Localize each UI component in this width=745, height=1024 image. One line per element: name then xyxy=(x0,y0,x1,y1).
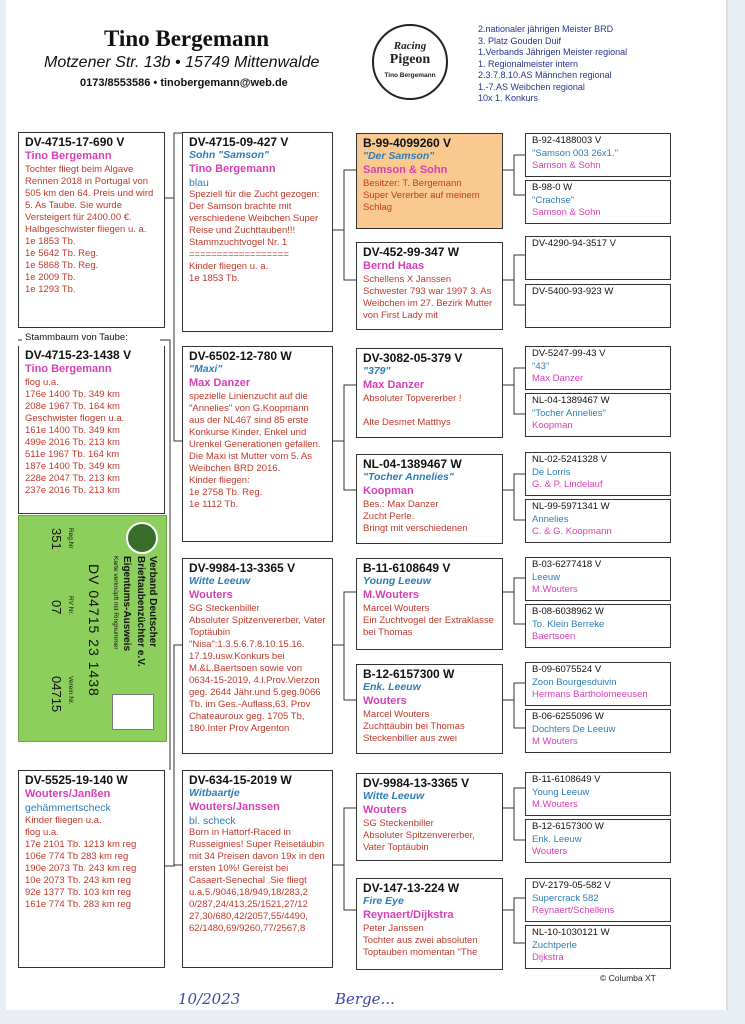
owner-name: M Wouters xyxy=(532,736,578,747)
ring-number: B-92-4188003 V xyxy=(532,135,602,146)
pigeon-card-gen4-10[interactable] xyxy=(525,604,671,648)
pigeon-nickname: "Tocher Annelies" xyxy=(532,407,606,419)
pigeon-card-gen3-6[interactable] xyxy=(356,664,503,754)
pigeon-nickname: Enk. Leeuw xyxy=(532,833,582,845)
pigeon-card-gen4-9[interactable] xyxy=(525,557,671,601)
pigeon-nickname: De Lorris xyxy=(532,466,571,478)
achievement-item: 3. Platz Gouden Duif xyxy=(478,35,562,46)
pigeon-card-gen3-2[interactable] xyxy=(356,242,503,330)
ring-number: DV-5400-93-923 W xyxy=(532,286,614,297)
pigeon-nickname: Witte Leeuw xyxy=(363,790,425,802)
ring-number: B-12-6157300 W xyxy=(363,667,455,681)
achievement-item: 2.3.7.8.10.AS Männchen regional xyxy=(478,70,612,80)
owner-name: M.Wouters xyxy=(532,799,578,810)
ring-number: DV-4290-94-3517 V xyxy=(532,238,616,249)
owner-name: M.Wouters xyxy=(532,584,578,595)
software-credit: © Columba XT xyxy=(600,973,656,983)
pigeon-card-gen4-14[interactable] xyxy=(525,819,671,863)
card-label-reg: Reg.Nr xyxy=(67,528,74,549)
pigeon-notes: Speziell für die Zucht gezogen: Der Samson brachte mit verschiedene Weibchen Super Reise und Zuchttauben!!! Stammzuchtvogel Nr. 1 ================== Kinder fliegen u. a. 1e 1853 Tb. xyxy=(189,189,320,284)
pigeon-nickname: Zuchtperle xyxy=(532,939,577,951)
owner-name: Wouters xyxy=(363,694,407,707)
ring-number: DV-634-15-2019 W xyxy=(189,773,292,787)
ring-number: B-99-4099260 V xyxy=(363,136,452,150)
achievement-item: 1. Regionalmeister intern xyxy=(478,58,579,69)
pigeon-card-sire[interactable] xyxy=(18,132,165,328)
pigeon-color: bl. scheck xyxy=(189,814,236,827)
pigeon-nickname: "379" xyxy=(363,365,391,377)
owner-name: M.Wouters xyxy=(363,588,420,601)
pigeon-notes: SG Steckenbiller Absoluter Spitzenvererber, Vater Toptäubin "Nisa":1.3.5.6.7.8.10.15.16. 17.19.usw.Konkurs bei M.&L.Baertsoen sowie von 0634-15-2019, 4.l.Prov.Vierzon geg. 2644 Jähr.und 5.geg.9066 Tb. im Ges.-Auflass,63. Prov Chateauroux geg. 1705 Tb, 180.Inter Prov Argenton xyxy=(189,602,326,734)
ring-number: B-11-6108649 V xyxy=(363,561,451,575)
card-label-rv: RV Nr. xyxy=(67,596,74,616)
ring-number: DV-3082-05-379 V xyxy=(363,351,463,365)
pigeon-card-gen4-15[interactable] xyxy=(525,878,671,922)
pigeon-card-gen3-4[interactable] xyxy=(356,454,503,544)
ring-number: DV-2179-05-582 V xyxy=(532,880,611,891)
owner-name: Wouters xyxy=(189,588,233,601)
owner-name: Wouters xyxy=(363,803,407,816)
breeder-contact: 0173/8553586 • tinobergemann@web.de xyxy=(80,77,288,89)
pigeon-notes: Marcel Wouters Ein Zuchtvogel der Extraklasse bei Thomas xyxy=(363,602,494,638)
ring-number: B-11-6108649 V xyxy=(532,774,601,785)
pigeon-card-gen3-1[interactable] xyxy=(356,133,503,229)
handwritten-date: 10/2023 xyxy=(178,990,241,1008)
pigeon-nickname: "43" xyxy=(532,360,550,372)
pigeon-nickname: "Crachse" xyxy=(532,194,575,206)
pigeon-card-gen4-8[interactable] xyxy=(525,499,671,543)
card-note: Karte verknüpft mit Ringnummer xyxy=(112,556,119,650)
pigeon-nickname: Witbaartje xyxy=(189,787,240,799)
pigeon-nickname: Leeuw xyxy=(532,571,560,583)
ownership-card xyxy=(18,515,167,742)
pigeon-card-gen3-7[interactable] xyxy=(356,773,503,861)
ring-number: NL-02-5241328 V xyxy=(532,454,607,465)
pigeon-nickname: Enk. Leeuw xyxy=(363,681,421,693)
ring-number: DV-452-99-347 W xyxy=(363,245,460,259)
pigeon-card-gen3-5[interactable] xyxy=(356,558,503,650)
card-ring-number: DV 04715 23 1438 xyxy=(86,564,102,697)
owner-name: Wouters/Janßen xyxy=(25,788,111,800)
card-title: Eigentums-Ausweis xyxy=(121,556,132,652)
pigeon-notes: Tochter fliegt beim Algave Rennen 2018 in Portugal von 505 km den 64. Preis und wird 5. As Taube. Sie wurde Versteigert für 2400.00 €. Halbgeschwister fliegen u. a. 1e 1853 Tb. 1e 5642 Tb. Reg. 1e 5868 Tb. Reg. 1e 2009 Tb. 1e 1293 Tb. xyxy=(25,164,154,295)
achievement-item: 1.Verbands Jährigen Meister regional xyxy=(478,47,628,57)
pigeon-card-gen2-1[interactable] xyxy=(182,132,333,332)
pigeon-photo-icon xyxy=(112,694,154,730)
owner-name: C. & G. Koopmann xyxy=(532,526,612,537)
owner-name: Samson & Sohn xyxy=(532,160,601,171)
ring-number: DV-4715-17-690 V xyxy=(25,135,125,149)
pigeon-card-gen4-1[interactable] xyxy=(525,133,671,177)
association-emblem-icon xyxy=(126,522,158,554)
pigeon-card-gen4-6[interactable] xyxy=(525,393,671,437)
ring-number: NL-04-1389467 W xyxy=(532,395,610,406)
ring-number: NL-10-1030121 W xyxy=(532,927,610,938)
ring-number: B-03-6277418 V xyxy=(532,559,602,570)
owner-name: Koopman xyxy=(532,420,573,431)
pigeon-color: gehämmertscheck xyxy=(25,802,111,814)
pigeon-nickname: Sohn "Samson" xyxy=(189,149,269,161)
pigeon-card-gen4-4[interactable] xyxy=(525,284,671,328)
pigeon-nickname: Young Leeuw xyxy=(363,575,431,587)
pigeon-card-gen4-5[interactable] xyxy=(525,346,671,390)
pigeon-nickname: "Tocher Annelies" xyxy=(363,471,454,483)
ring-number: DV-9984-13-3365 V xyxy=(189,561,296,575)
pigeon-color: blau xyxy=(189,176,209,189)
pigeon-nickname: "Samson 003 26x1." xyxy=(532,147,618,159)
pigeon-nickname: Witte Leeuw xyxy=(189,575,251,587)
owner-name: Bernd Haas xyxy=(363,260,425,272)
card-value-rv: 07 xyxy=(49,600,64,615)
pigeon-notes: Besitzer: T. Bergemann Super Vererber auf meinem Schlag xyxy=(363,177,480,213)
ring-number: DV-4715-09-427 V xyxy=(189,135,289,149)
pigeon-notes: Schellens X Janssen Schwester 793 war 1997 3. As Weibchen im 27. Bezirk Mutter von First Lady mit xyxy=(363,274,493,321)
ring-number: B-12-6157300 W xyxy=(532,821,604,832)
pigeon-notes: Bes.: Max Danzer Zucht Perle. Bringt mit verschiedenen xyxy=(363,498,468,534)
owner-name: Hermans Bartholomeeusen xyxy=(532,689,648,700)
owner-name: Wouters xyxy=(532,846,568,857)
ring-number: B-09-6075524 V xyxy=(532,664,602,675)
pigeon-card-gen4-2[interactable] xyxy=(525,180,671,224)
owner-name: Tino Bergemann xyxy=(25,363,112,375)
ring-number: DV-147-13-224 W xyxy=(363,881,460,895)
owner-name: Baertsoen xyxy=(532,631,576,642)
card-organization: Verband Deutscher Brieftaubenzüchter e.V. xyxy=(135,556,158,667)
pigeon-card-gen4-7[interactable] xyxy=(525,452,671,496)
pigeon-notes: flog u.a. 176e 1400 Tb. 349 km 208e 1967 Tb. 164 km Geschwister flogen u.a. 161e 1400 Tb. 349 km 499e 2016 Tb. 213 km 511e 1967 Tb. 164 km 187e 1400 Tb. 349 km 228e 2047 Tb. 213 km 237e 2016 Tb. 213 km xyxy=(25,377,125,496)
pigeon-nickname: Supercrack 582 xyxy=(532,892,599,904)
pigeon-card-gen2-4[interactable] xyxy=(182,770,333,968)
pigeon-notes: Kinder fliegen u.a. flog u.a. 17e 2101 Tb. 1213 km reg 106e 774 Tb 283 km reg 190e 2073 Tb. 243 km reg 10e 2073 Tb. 243 km reg 92e 1377 Tb. 103 km reg 161e 774 Tb. 283 km reg xyxy=(25,814,137,910)
pigeon-card-gen2-2[interactable] xyxy=(182,346,333,542)
ring-number: B-06-6255096 W xyxy=(532,711,604,722)
pigeon-nickname: Dochters De Leeuw xyxy=(532,723,616,735)
owner-name: Dijkstra xyxy=(532,952,564,963)
pigeon-nickname: Young Leeuw xyxy=(532,786,590,798)
breeder-address: Motzener Str. 13b • 15749 Mittenwalde xyxy=(44,54,320,71)
ring-number: NL-99-5971341 W xyxy=(532,501,610,512)
owner-name: Tino Bergemann xyxy=(189,162,276,175)
pigeon-card-gen2-3[interactable] xyxy=(182,558,333,754)
pedigree-of-label: Stammbaum von Taube: xyxy=(22,332,131,343)
card-value-reg: 351 xyxy=(49,528,64,550)
pigeon-card-subject[interactable] xyxy=(18,346,165,514)
ring-number: NL-04-1389467 W xyxy=(363,457,462,471)
ring-number: DV-5247-99-43 V xyxy=(532,348,606,359)
card-label-verein: Verein Nr. xyxy=(67,676,74,705)
pigeon-card-gen4-16[interactable] xyxy=(525,925,671,969)
ring-number: DV-4715-23-1438 V xyxy=(25,348,132,362)
ring-number: B-08-6038962 W xyxy=(532,606,604,617)
owner-name: Koopman xyxy=(363,484,414,497)
owner-name: Reynaert/Schellens xyxy=(532,905,615,916)
pigeon-nickname: Zoon Bourgesduivin xyxy=(532,676,617,688)
owner-name: Wouters/Janssen xyxy=(189,800,280,813)
pigeon-notes: Marcel Wouters Zuchttäubin bei Thomas Steckenbiller aus zwei xyxy=(363,708,465,744)
pigeon-nickname: Fire Eye xyxy=(363,895,404,907)
pigeon-nickname: Annelies xyxy=(532,513,569,525)
pigeon-notes: SG Steckenbiller Absoluter Spitzenvererber, Vater Toptäubin xyxy=(363,817,475,853)
owner-name: Max Danzer xyxy=(532,373,584,384)
achievement-item: 1.-7.AS Weibchen regional xyxy=(478,81,585,92)
pigeon-nickname: "Maxi" xyxy=(189,363,223,375)
owner-name: G. & P. Lindelauf xyxy=(532,479,603,490)
logo-line1: Racing xyxy=(393,40,427,52)
ring-number: DV-5525-19-140 W xyxy=(25,773,128,787)
owner-name: Samson & Sohn xyxy=(532,207,601,218)
logo-line3: Tino Bergemann xyxy=(384,72,436,79)
achievement-item: 10x 1. Konkurs xyxy=(478,93,539,103)
pigeon-notes: Peter Janssen Tochter aus zwei absoluten Toptauben momentan "The xyxy=(363,922,478,958)
pigeon-card-gen4-13[interactable] xyxy=(525,772,671,816)
ring-number: B-98-0 W xyxy=(532,182,573,193)
pigeon-notes: Absoluter Topvererber ! Alte Desmet Matthys xyxy=(363,392,462,428)
pigeon-nickname: To. Klein Berreke xyxy=(532,618,605,630)
pigeon-card-gen4-11[interactable] xyxy=(525,662,671,706)
pigeon-card-gen4-3[interactable] xyxy=(525,236,671,280)
ring-number: DV-9984-13-3365 V xyxy=(363,776,470,790)
pigeon-nickname: "Der Samson" xyxy=(363,150,435,162)
owner-name: Max Danzer xyxy=(363,378,425,391)
pigeon-notes: Born in Hattorf-Raced in Russeignies! Super Reisetäubin mit 34 Preisen davon 19x in den ersten 10%! Gereist bei Casaert-Senechal .Sie fliegt u.a.5./9046,18/949,18/283,2 0/287,24/413,25/1521,27/12 27,30/680,42/2057,55/4490, 62/1480,69/9260,77/2567,8 xyxy=(189,827,325,934)
owner-name: Samson & Sohn xyxy=(363,163,448,176)
pigeon-card-gen3-8[interactable] xyxy=(356,878,503,970)
pigeon-card-gen3-3[interactable] xyxy=(356,348,503,438)
owner-name: Tino Bergemann xyxy=(25,150,112,162)
card-value-verein: 04715 xyxy=(49,676,64,713)
owner-name: Reynaert/Dijkstra xyxy=(363,908,454,921)
pigeon-card-gen4-12[interactable] xyxy=(525,709,671,753)
ring-number: DV-6502-12-780 W xyxy=(189,349,292,363)
pigeon-notes: spezielle Linienzucht auf die "Annelies" von G.Koopmann aus der NL467 sind 85 erste Konkurse Kinder, Enkel und Urenkel Generationen gefallen. Die Maxi ist Mutter vom 5. As Weibchen BRD 2016. Kinder fliegen: 1e 2758 Tb. Reg. 1e 1112 Tb. xyxy=(189,390,321,510)
handwritten-signature: Berge... xyxy=(335,990,395,1008)
owner-name: Max Danzer xyxy=(189,376,251,389)
pigeon-card-dam[interactable] xyxy=(18,770,165,968)
achievement-item: 2.nationaler jährigen Meister BRD xyxy=(478,24,614,34)
logo-line2: Pigeon xyxy=(389,52,431,67)
breeder-name: Tino Bergemann xyxy=(104,26,270,51)
